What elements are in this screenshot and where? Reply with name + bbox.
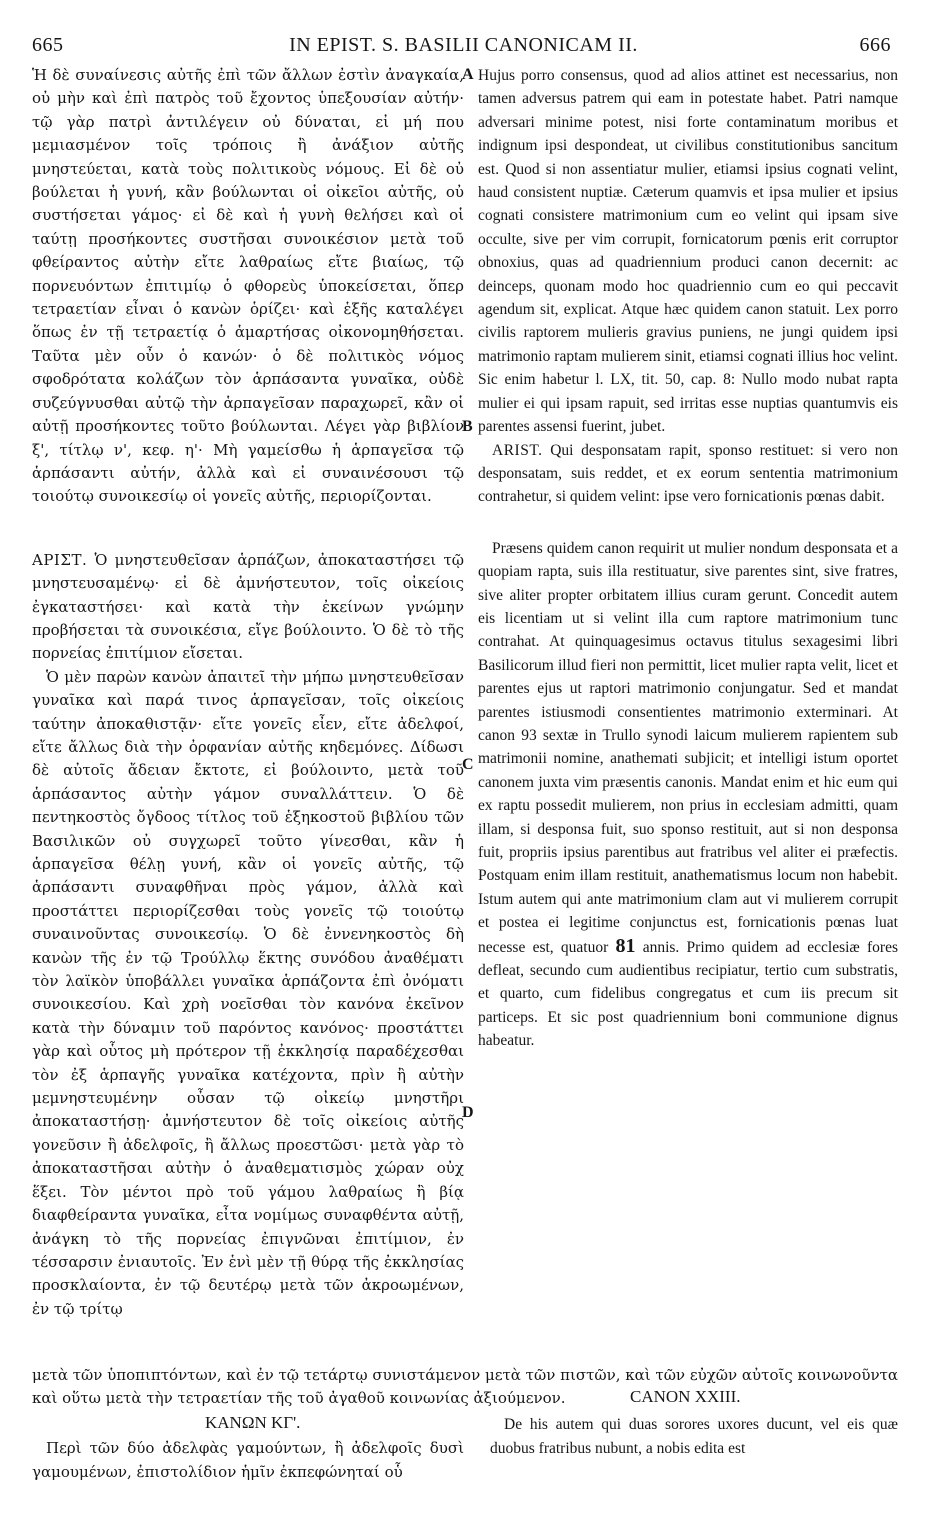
greek-canon-23-paragraph: Περὶ τῶν δύο ἀδελφὰς γαμούντων, ἢ ἀδελφοῖς δυσὶ γαμουμένων, ἐπιστολίδιον ἡμῖν ἐκπεφώνηταί οὗ	[32, 1439, 464, 1481]
greek-paragraph-1: Ἡ δὲ συναίνεσις αὐτῆς ἐπὶ τῶν ἄλλων ἐστὶν ἀναγκαία, οὐ μὴν καὶ ἐπὶ πατρὸς τοῦ ἔχοντος ὑπεξουσίαν αὐτήν· τῷ γὰρ πατρὶ ἀντιλέγειν οὐ δύναται, εἰ μή που μεμιασμένον τοῖς τρόποις ἢ ἀνάξιον αὐτῆς μνηστεύεται, κατὰ τοὺς πολιτικοὺς νόμους. Εἰ δὲ οὐ βούλεται ἡ γυνή, κἂν βούλωνται οἱ οἰκεῖοι αὐτῆς, οὐ συστήσεται γάμος· εἰ δὲ καὶ ἡ γυνὴ θελήσει καὶ οἱ ταύτῃ προσήκοντες συστῆσαι συνοικέσιον μετὰ τοῦ φθείραντος αὐτὴν εἴτε λαθραίως εἴτε βιαίως, τῷ πορνευόντων ἐπιτιμίῳ ὁ φθορεὺς ὑποκείσεται, ὅπερ τετραετίαν εἶναι ὁ κανὼν ὁρίζει· καὶ ἑξῆς καταλέγει ὅπως ἐν τῇ τετραετίᾳ ὁ ἁμαρτήσας οἰκονομηθήσεται. Ταῦτα μὲν οὖν ὁ κανών· ὁ δὲ πολιτικὸς νόμος σφοδρότατα κολάζων τὸν ἁρπάσαντα γυναῖκα, οὐδὲ συζεύγνυσθαι αὐτῷ τὴν ἁρπαγεῖσαν παραχωρεῖ, κἂν οἱ αὐτῇ προσήκοντες τοῦτο βούλωνται. Λέγει γὰρ βιβλίον ξ', τίτλῳ ν', κεφ. η'· Μὴ γαμείσθω ἡ ἁρπαγεῖσα τῷ ἁρπάσαντι αὐτήν, ἀλλὰ καὶ εἰ συναινέσουσι τῷ τοιούτῳ συνοικεσίῳ οἱ γονεῖς αὐτῆς, περιορίζονται.	[32, 66, 464, 506]
latin-commentary-text-b: annis. Primo quidem ad ecclesiæ fores defleat, secundo cum audientibus recipiatur, tertio cum substratis, et quarto, cum fidelibus congregatus et cum iis precum sit particeps. Et sic post quadriennium boni communione dignus habeatur.	[478, 938, 898, 1050]
margin-letter-a: A	[462, 66, 474, 83]
latin-canon-heading: CANON XXIII.	[630, 1387, 741, 1406]
running-title: IN EPIST. S. BASILII CANONICAM II.	[289, 34, 638, 56]
page-header	[0, 34, 927, 64]
page-number-right: 666	[859, 34, 891, 56]
latin-canon-23-text	[490, 1413, 898, 1460]
greek-aristenus-paragraph	[32, 549, 464, 666]
greek-aristenus-text: Ὁ μνηστευθεῖσαν ἁρπάζων, ἀποκαταστήσει τῷ μνηστευσαμένῳ· εἰ δὲ ἀμνήστευτον, τοῖς οἰκείοις ἐγκαταστήσει· καὶ κατὰ τὴν ἐκείνων γνώμην προβήσεται τὰ συνοικέσια, εἴγε βούλοιντο. Ὁ δὲ τὸ τῆς πορνείας ἐπιτίμιον εἴσεται.	[32, 550, 464, 663]
latin-aristenus-label: ARIST.	[492, 441, 543, 459]
margin-letter-d: D	[462, 1104, 474, 1121]
latin-aristenus-text: Qui desponsatam rapit, sponso restituet: si vero non desponsatam, suis reddet, et ex eorum sententia matrimonium contrahetur, si quidem velint: ipse vero fornicationis pœnas dabit.	[478, 441, 898, 506]
margin-letter-c: C	[462, 756, 474, 773]
latin-aristenus-paragraph	[478, 439, 898, 509]
greek-canon-23-text	[32, 1437, 464, 1484]
latin-commentary-paragraph	[478, 537, 898, 1053]
greek-aristenus-label: ΑΡΙΣΤ.	[32, 550, 88, 569]
section-number: 81	[615, 934, 636, 957]
greek-commentary-paragraph: Ὁ μὲν παρὼν κανὼν ἀπαιτεῖ τὴν μήπω μνηστευθεῖσαν γυναῖκα καὶ παρά τινος ἁρπαγεῖσαν, τοῖς οἰκείοις ταύτην ἀποκαθιστᾷν· εἴτε γονεῖς εἶεν, εἴτε ἀδελφοί, εἴτε ἄλλως διὰ τὴν ὀρφανίαν αὐτῆς κηδεμόνες. Δίδωσι δὲ αὐτοῖς ἄδειαν ἔκτοτε, εἰ βούλοιντο, μετὰ τοῦ ἁρπάσαντος αὐτὴν γάμον συναλλάττειν. Ὁ δὲ πεντηκοστὸς ὄγδοος τίτλος τοῦ ἑξηκοστοῦ βιβλίου τῶν Βασιλικῶν οὐ συγχωρεῖ τοῦτο γίνεσθαι, κἂν ἡ ἁρπαγεῖσα θέλῃ γυνή, κἂν οἱ γονεῖς αὐτῆς, τῷ ἁρπάσαντι συναφθῆναι πρὸς γάμον, ἀλλὰ καὶ προστάττει περιορίζεσθαι τοὺς γονεῖς τῷ τοιούτῳ συναινοῦντας συνοικεσίῳ. Ὁ δὲ ἐννενηκοστὸς δὴ κανὼν τῆς ἐν τῷ Τρούλλῳ ἕκτης συνόδου ἀναθέματι τὸν λαϊκὸν ὑποβάλλει γυναῖκα ἁρπάζοντα ἐπὶ ὀνόματι συνοικεσίου. Καὶ χρὴ νοεῖσθαι τὸν κανόνα ἐκεῖνον κατὰ τὴν δύναμιν τοῦ παρόντος κανόνος· προστάττει γὰρ καὶ οὗτος μὴ πρότερον τῇ ἐκκλησίᾳ παραδέχεσθαι τὸν ἐξ ἁρπαγῆς γυναῖκα κατέχοντα, πρὶν ἢ αὐτὴν μεμνηστευμένην οὖσαν τῷ οἰκείῳ μνηστῆρι ἀποκαταστήσῃ· ἀμνήστευτον δὲ τοῖς οἰκείοις αὐτῆς γονεῦσιν ἢ ἀδελφοῖς, ἢ ἄλλως προεστῶσι· μετὰ γὰρ τὸ ἀποκαταστῆσαι αὐτὴν ὁ ἀναθεματισμὸς χώραν οὐχ ἕξει. Τὸν μέντοι πρὸ τοῦ γάμου λαθραίως ἢ βίᾳ διαφθείραντα γυναῖκα, εἶτα νομίμως συναφθέντα αὐτῇ, ἀνάγκη τὸ τῆς πορνείας ἐπιγνῶναι ἐπιτίμιον, ἐν τέσσαρσιν ἐνιαυτοῖς. Ἐν ἑνὶ μὲν τῇ θύρᾳ τῆς ἐκκλησίας προσκλαίοντα, ἐν τῷ δευτέρῳ μετὰ τῶν ἀκροωμένων, ἐν τῷ τρίτῳ	[32, 667, 464, 1318]
margin-letter-b: B	[462, 418, 473, 435]
greek-column	[32, 64, 464, 1321]
greek-commentary-tail: μετὰ τῶν ὑποπιπτόντων, καὶ ἐν τῷ τετάρτῳ συνιστάμενον μετὰ τῶν πιστῶν, καὶ τῶν εὐχῶν αὐτοῖς κοινωνοῦντα καὶ οὕτω μετὰ τὴν τετραετίαν τῆς τοῦ ἀγαθοῦ κοινωνίας ἀξιούμενον.	[32, 1366, 898, 1407]
latin-column	[478, 64, 898, 1053]
latin-canon-23-paragraph: De his autem qui duas sorores uxores ducunt, vel eis quæ duobus fratribus nubunt, a nobis edita est	[490, 1416, 898, 1457]
latin-paragraph-1: Hujus porro consensus, quod ad alios attinet est necessarius, non tamen adversus patrem qui eam in potestate habet. Patri namque adversari minime potest, nisi forte contaminatum moribus et indignum ipsi despondeat, ut civilibus constitutionibus sancitum est. Quod si non assentiatur mulier, etiamsi ipsius cognati velint, haud consistent nuptiæ. Cæterum quamvis et ipsa mulier et ipsius cognati consistere matrimonium cum eo velint qui ipsam sive occulte, sive per vim corrupit, fornicatorum pœnis erit corruptor obnoxius, quas ad quadriennium produci canon decernit: ac deinceps, quonam modo hoc quadriennio cum eo qui peccavit agendum sit, explicat. Atque hæc quidem canon statuit. Lex porro civilis raptorem mulieris gravius puniens, ne jungi quidem ipsi matrimonio raptam mulierem sinit, etiamsi cognati illius hoc velint. Sic enim habetur l. LX, tit. 50, cap. 8: Nullo modo nubat rapta mulier ei qui ipsam rapuit, sed irritas esse nuptias quantumvis eis parentes assensi fuerint, jubet.	[478, 67, 898, 436]
greek-canon-heading: ΚΑΝΩΝ ΚΓ'.	[205, 1413, 301, 1432]
page-number-left: 665	[32, 34, 64, 56]
latin-commentary-text-a: Præsens quidem canon requirit ut mulier nondum desponsata et a quopiam rapta, suis illa restituatur, sive parentes sint, sive fratres, sive aliter propter orbitatem illius curam gerunt. Concedit autem eis licentiam ut si velint illa cum raptore matrimonium tunc contrahat. At quinquagesimus octavus titulus sexagesimi libri Basilicorum illud fieri non permittit, licet mulier rapta velit, licet et parentes ejus ut raptori matrimonio conjungatur. Sed et mandat parentes istiusmodi consentientes matrimonio exterminari. At canon 93 sextæ in Trullo synodi laicum mulierem rapientem sub matrimonii nomine, anathemati subjicit; et intelligi istum oportet canonem juxta vim præsentis canonis. Mandat enim et hic eum qui ex raptu possedit mulierem, non prius in ecclesiam admitti, quam illam, si desponsa fuit, suo sponso restituit, aut si non desponsa fuit, propriis ipsius parentibus aut fratribus vel aliter ei præfectis. Postquam enim illam restituit, anathematismus locum non habebit. Istum autem qui ante matrimonium clam aut vi mulierem corrupit et postea ei legitime conjunctus est, fornicationis pœnas luat necesse est, quatuor	[478, 539, 898, 956]
